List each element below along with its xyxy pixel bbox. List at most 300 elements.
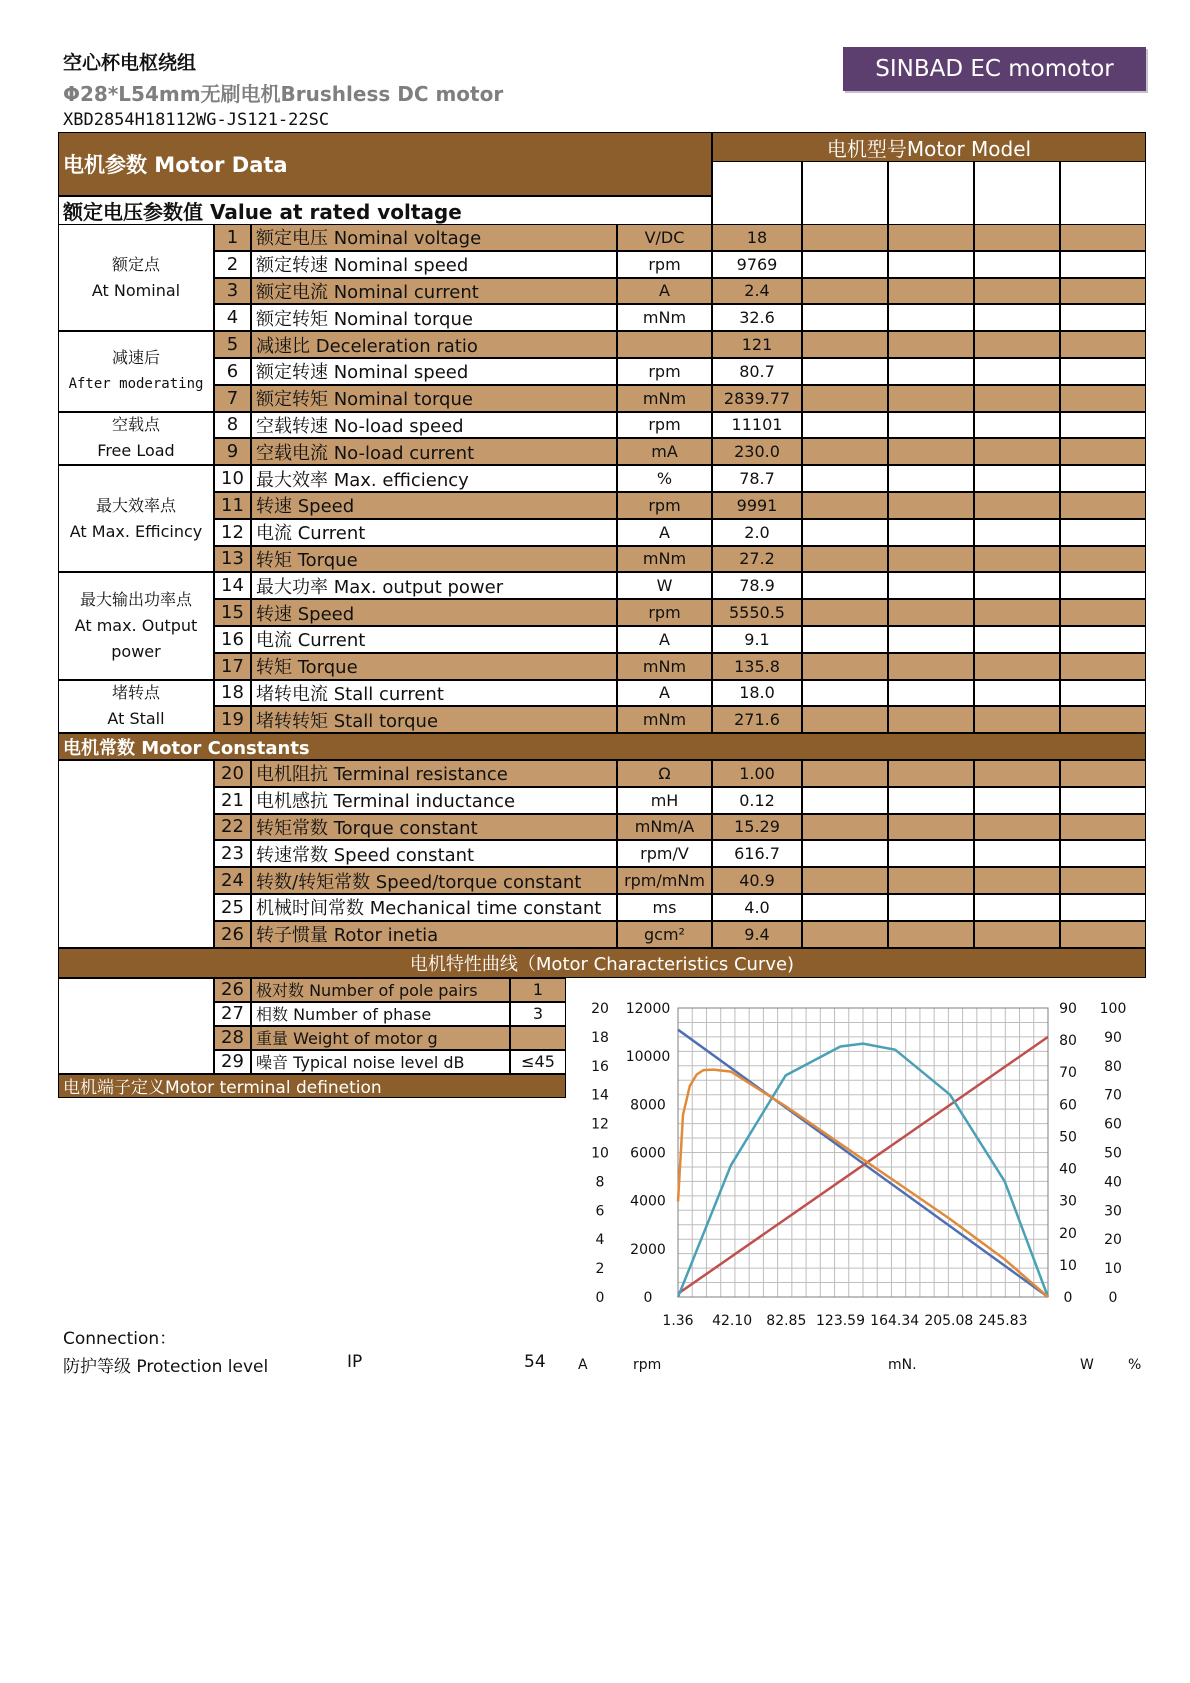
y-tick-label: 20 bbox=[1059, 1225, 1077, 1242]
row-unit: mA bbox=[617, 438, 712, 465]
model-cell bbox=[1060, 814, 1146, 841]
model-cell bbox=[974, 787, 1060, 814]
model-cell bbox=[974, 546, 1060, 573]
row-name: 电机阻抗 Terminal resistance bbox=[251, 760, 617, 787]
row-group-label bbox=[58, 572, 214, 679]
row-unit: rpm/mNm bbox=[617, 867, 712, 894]
y-tick-label: 30 bbox=[1059, 1193, 1077, 1210]
row-value: 121 bbox=[712, 331, 802, 358]
row-number: 13 bbox=[214, 546, 251, 573]
group-line2: Free Load bbox=[97, 441, 175, 461]
model-cell bbox=[974, 278, 1060, 305]
misc-value: 3 bbox=[510, 1002, 566, 1026]
row-value: 0.12 bbox=[712, 787, 802, 814]
group-line1: 减速后 bbox=[111, 348, 160, 368]
row-name: 机械时间常数 Mechanical time constant bbox=[251, 894, 617, 921]
y-tick-label: 8000 bbox=[630, 1097, 666, 1114]
misc-name: 相数 Number of phase bbox=[251, 1002, 510, 1026]
row-name: 空载转速 No-load speed bbox=[251, 412, 617, 439]
y-tick-label: 10000 bbox=[625, 1049, 671, 1066]
model-cell bbox=[802, 465, 888, 492]
row-name: 转矩 Torque bbox=[251, 546, 617, 573]
y-tick-label: 50 bbox=[1059, 1129, 1077, 1146]
y-tick-label: 6000 bbox=[630, 1145, 666, 1162]
y-tick-label: 16 bbox=[591, 1058, 609, 1075]
row-value: 271.6 bbox=[712, 706, 802, 733]
row-unit: Ω bbox=[617, 760, 712, 787]
misc-value: ≤45 bbox=[510, 1050, 566, 1074]
model-cell bbox=[802, 921, 888, 948]
row-name: 转矩常数 Torque constant bbox=[251, 814, 617, 841]
model-cell bbox=[888, 840, 974, 867]
row-value: 9.1 bbox=[712, 626, 802, 653]
row-number: 23 bbox=[214, 840, 251, 867]
row-unit: rpm bbox=[617, 251, 712, 278]
model-cell bbox=[802, 599, 888, 626]
row-name: 转子惯量 Rotor inetia bbox=[251, 921, 617, 948]
doc-title: 空心杯电枢绕组 bbox=[63, 52, 197, 74]
y-tick-label: 4 bbox=[595, 1232, 605, 1249]
connection-label: Connection： bbox=[63, 1329, 177, 1349]
y-tick-label: 70 bbox=[1059, 1065, 1077, 1082]
row-value: 80.7 bbox=[712, 358, 802, 385]
model-cell bbox=[888, 465, 974, 492]
y-tick-label: 80 bbox=[1059, 1033, 1077, 1050]
row-unit: A bbox=[617, 626, 712, 653]
model-cell bbox=[802, 304, 888, 331]
row-name: 转速常数 Speed constant bbox=[251, 840, 617, 867]
model-cell bbox=[802, 894, 888, 921]
row-number: 15 bbox=[214, 599, 251, 626]
row-value: 11101 bbox=[712, 412, 802, 439]
model-cell bbox=[1060, 278, 1146, 305]
model-cell bbox=[1060, 706, 1146, 733]
y-tick-label: 4000 bbox=[630, 1193, 666, 1210]
y-tick-label: 80 bbox=[1104, 1058, 1122, 1075]
model-cell bbox=[888, 894, 974, 921]
model-cell bbox=[888, 680, 974, 707]
model-cell bbox=[802, 331, 888, 358]
model-column-cell bbox=[712, 161, 802, 225]
model-cell bbox=[1060, 304, 1146, 331]
model-cell bbox=[974, 519, 1060, 546]
row-name: 转速 Speed bbox=[251, 599, 617, 626]
model-cell bbox=[802, 814, 888, 841]
x-tick-label: 205.08 bbox=[924, 1313, 974, 1329]
misc-group bbox=[58, 978, 214, 1074]
ip-label: IP bbox=[347, 1352, 363, 1372]
model-cell bbox=[974, 358, 1060, 385]
row-name: 额定转速 Nominal speed bbox=[251, 251, 617, 278]
row-name: 电流 Current bbox=[251, 519, 617, 546]
row-unit: V/DC bbox=[617, 224, 712, 251]
x-tick-label: 1.36 bbox=[662, 1313, 694, 1329]
row-unit bbox=[617, 331, 712, 358]
row-name: 额定转矩 Nominal torque bbox=[251, 385, 617, 412]
model-cell bbox=[974, 599, 1060, 626]
y-tick-label: 90 bbox=[1104, 1029, 1122, 1046]
curve-header: 电机特性曲线（Motor Characteristics Curve) bbox=[58, 948, 1146, 978]
row-value: 78.9 bbox=[712, 572, 802, 599]
model-cell bbox=[888, 787, 974, 814]
row-unit: rpm bbox=[617, 492, 712, 519]
model-cell bbox=[974, 867, 1060, 894]
row-group-label bbox=[58, 224, 214, 331]
model-cell bbox=[802, 706, 888, 733]
model-cell bbox=[888, 546, 974, 573]
model-cell bbox=[1060, 921, 1146, 948]
group-line2: At max. Output bbox=[74, 615, 198, 635]
row-number: 3 bbox=[214, 278, 251, 305]
row-name: 堵转转矩 Stall torque bbox=[251, 706, 617, 733]
row-name: 最大功率 Max. output power bbox=[251, 572, 617, 599]
model-cell bbox=[974, 251, 1060, 278]
model-cell bbox=[1060, 787, 1146, 814]
row-unit: rpm bbox=[617, 412, 712, 439]
row-unit: mNm bbox=[617, 385, 712, 412]
row-number: 18 bbox=[214, 680, 251, 707]
y-tick-label: 12 bbox=[591, 1116, 609, 1133]
y-tick-label: 60 bbox=[1104, 1116, 1122, 1133]
y-tick-label: 100 bbox=[1099, 1001, 1127, 1017]
y-tick-label: 40 bbox=[1104, 1174, 1122, 1191]
model-cell bbox=[1060, 331, 1146, 358]
model-cell bbox=[888, 626, 974, 653]
model-cell bbox=[1060, 867, 1146, 894]
model-cell bbox=[1060, 680, 1146, 707]
model-cell bbox=[888, 599, 974, 626]
model-cell bbox=[1060, 546, 1146, 573]
row-unit: mNm bbox=[617, 653, 712, 680]
x-tick-label: 245.83 bbox=[978, 1313, 1028, 1329]
row-value: 15.29 bbox=[712, 814, 802, 841]
row-group-label bbox=[58, 680, 214, 734]
row-value: 9769 bbox=[712, 251, 802, 278]
row-value: 18 bbox=[712, 224, 802, 251]
model-cell bbox=[802, 438, 888, 465]
group-line1: 堵转点 bbox=[111, 683, 160, 703]
y-tick-label: 50 bbox=[1104, 1145, 1122, 1162]
row-value: 4.0 bbox=[712, 894, 802, 921]
row-group-label bbox=[58, 465, 214, 572]
misc-name: 噪音 Typical noise level dB bbox=[251, 1050, 510, 1074]
group-line2: At Max. Efficincy bbox=[69, 521, 203, 541]
model-cell bbox=[974, 412, 1060, 439]
row-number: 21 bbox=[214, 787, 251, 814]
model-cell bbox=[888, 760, 974, 787]
model-cell bbox=[974, 706, 1060, 733]
row-number: 26 bbox=[214, 921, 251, 948]
model-column-cell bbox=[802, 161, 888, 225]
row-name: 额定转速 Nominal speed bbox=[251, 358, 617, 385]
model-cell bbox=[802, 519, 888, 546]
model-cell bbox=[888, 358, 974, 385]
row-value: 40.9 bbox=[712, 867, 802, 894]
row-name: 额定转矩 Nominal torque bbox=[251, 304, 617, 331]
group-line2: At Stall bbox=[107, 709, 165, 729]
row-unit: rpm/V bbox=[617, 840, 712, 867]
row-name: 额定电压 Nominal voltage bbox=[251, 224, 617, 251]
axis-unit-label: mN. bbox=[888, 1357, 917, 1373]
model-cell bbox=[1060, 224, 1146, 251]
row-unit: mH bbox=[617, 787, 712, 814]
row-unit: mNm bbox=[617, 706, 712, 733]
axis-unit-label: % bbox=[1128, 1357, 1142, 1373]
row-name: 转数/转矩常数 Speed/torque constant bbox=[251, 867, 617, 894]
model-cell bbox=[888, 438, 974, 465]
row-unit: mNm bbox=[617, 304, 712, 331]
model-cell bbox=[1060, 626, 1146, 653]
y-tick-label: 70 bbox=[1104, 1087, 1122, 1104]
model-column-cell bbox=[1060, 161, 1146, 225]
axis-unit-label: A bbox=[578, 1357, 588, 1373]
row-unit: gcm² bbox=[617, 921, 712, 948]
row-number: 1 bbox=[214, 224, 251, 251]
model-cell bbox=[802, 572, 888, 599]
y-tick-label: 0 bbox=[1063, 1290, 1073, 1306]
row-name: 最大效率 Max. efficiency bbox=[251, 465, 617, 492]
row-value: 2.4 bbox=[712, 278, 802, 305]
axis-unit-label: rpm bbox=[633, 1357, 662, 1373]
row-number: 19 bbox=[214, 706, 251, 733]
row-number: 2 bbox=[214, 251, 251, 278]
model-cell bbox=[974, 304, 1060, 331]
model-cell bbox=[1060, 894, 1146, 921]
row-name: 转速 Speed bbox=[251, 492, 617, 519]
row-unit: mNm bbox=[617, 546, 712, 573]
group-line1: 最大输出功率点 bbox=[79, 589, 192, 609]
model-cell bbox=[1060, 412, 1146, 439]
row-unit: mNm/A bbox=[617, 814, 712, 841]
model-cell bbox=[888, 331, 974, 358]
misc-value: 1 bbox=[510, 978, 566, 1002]
model-cell bbox=[802, 680, 888, 707]
model-cell bbox=[1060, 251, 1146, 278]
model-cell bbox=[888, 278, 974, 305]
group-line1: 最大效率点 bbox=[95, 495, 176, 515]
group-line2: After moderating bbox=[68, 376, 204, 393]
row-number: 7 bbox=[214, 385, 251, 412]
model-cell bbox=[1060, 599, 1146, 626]
row-name: 堵转电流 Stall current bbox=[251, 680, 617, 707]
model-cell bbox=[974, 331, 1060, 358]
model-code: XBD2854H18112WG-JS121-22SC bbox=[63, 110, 330, 130]
model-cell bbox=[802, 385, 888, 412]
y-tick-label: 2 bbox=[595, 1261, 605, 1278]
model-cell bbox=[1060, 572, 1146, 599]
model-cell bbox=[802, 492, 888, 519]
y-tick-label: 20 bbox=[591, 1001, 609, 1017]
y-tick-label: 0 bbox=[1108, 1290, 1118, 1306]
row-number: 14 bbox=[214, 572, 251, 599]
x-tick-label: 164.34 bbox=[870, 1313, 920, 1329]
model-cell bbox=[974, 224, 1060, 251]
row-unit: A bbox=[617, 680, 712, 707]
y-tick-label: 0 bbox=[643, 1290, 653, 1306]
row-unit: W bbox=[617, 572, 712, 599]
x-tick-label: 42.10 bbox=[712, 1313, 753, 1329]
model-cell bbox=[1060, 653, 1146, 680]
row-unit: A bbox=[617, 278, 712, 305]
row-name: 转矩 Torque bbox=[251, 653, 617, 680]
x-tick-label: 82.85 bbox=[766, 1313, 807, 1329]
model-cell bbox=[974, 680, 1060, 707]
y-tick-label: 10 bbox=[591, 1145, 609, 1162]
y-tick-label: 12000 bbox=[625, 1001, 671, 1017]
row-value: 1.00 bbox=[712, 760, 802, 787]
doc-subtitle: Φ28*L54mm无刷电机Brushless DC motor bbox=[63, 82, 504, 106]
row-number: 5 bbox=[214, 331, 251, 358]
model-cell bbox=[888, 706, 974, 733]
model-cell bbox=[974, 626, 1060, 653]
model-cell bbox=[974, 572, 1060, 599]
model-cell bbox=[802, 840, 888, 867]
row-number: 10 bbox=[214, 465, 251, 492]
row-value: 78.7 bbox=[712, 465, 802, 492]
model-cell bbox=[974, 438, 1060, 465]
row-number: 20 bbox=[214, 760, 251, 787]
row-number: 4 bbox=[214, 304, 251, 331]
y-tick-label: 20 bbox=[1104, 1232, 1122, 1249]
row-number: 9 bbox=[214, 438, 251, 465]
y-tick-label: 8 bbox=[595, 1174, 605, 1191]
model-cell bbox=[802, 760, 888, 787]
model-cell bbox=[802, 358, 888, 385]
model-cell bbox=[974, 814, 1060, 841]
misc-number: 29 bbox=[214, 1050, 251, 1074]
group-line3: power bbox=[111, 641, 161, 661]
model-column-cell bbox=[888, 161, 974, 225]
model-cell bbox=[1060, 438, 1146, 465]
model-cell bbox=[802, 412, 888, 439]
model-cell bbox=[888, 572, 974, 599]
misc-value bbox=[510, 1026, 566, 1050]
row-unit: ms bbox=[617, 894, 712, 921]
model-cell bbox=[974, 492, 1060, 519]
row-unit: A bbox=[617, 519, 712, 546]
row-value: 2.0 bbox=[712, 519, 802, 546]
model-cell bbox=[802, 867, 888, 894]
model-cell bbox=[888, 492, 974, 519]
x-tick-label: 123.59 bbox=[816, 1313, 865, 1329]
group-line1: 额定点 bbox=[111, 254, 160, 274]
terminal-header: 电机端子定义Motor terminal definetion bbox=[58, 1074, 566, 1098]
model-cell bbox=[888, 224, 974, 251]
row-value: 9991 bbox=[712, 492, 802, 519]
characteristics-chart bbox=[578, 985, 1142, 1373]
row-name: 额定电流 Nominal current bbox=[251, 278, 617, 305]
model-cell bbox=[802, 224, 888, 251]
model-cell bbox=[1060, 358, 1146, 385]
group-line1: 空载点 bbox=[111, 415, 160, 435]
y-tick-label: 10 bbox=[1059, 1257, 1077, 1274]
row-value: 2839.77 bbox=[712, 385, 802, 412]
row-name: 空载电流 No-load current bbox=[251, 438, 617, 465]
ip-value: 54 bbox=[524, 1352, 546, 1372]
model-cell bbox=[1060, 760, 1146, 787]
protection-label: 防护等级 Protection level bbox=[63, 1357, 269, 1377]
y-tick-label: 18 bbox=[591, 1029, 609, 1046]
model-cell bbox=[888, 814, 974, 841]
row-unit: rpm bbox=[617, 358, 712, 385]
model-cell bbox=[1060, 385, 1146, 412]
motor-model-header: 电机型号Motor Model bbox=[712, 132, 1146, 162]
model-cell bbox=[1060, 519, 1146, 546]
y-tick-label: 14 bbox=[591, 1087, 609, 1104]
row-number: 17 bbox=[214, 653, 251, 680]
rated-voltage-header: 额定电压参数值 Value at rated voltage bbox=[58, 196, 712, 225]
model-cell bbox=[974, 653, 1060, 680]
model-cell bbox=[888, 251, 974, 278]
row-name: 电机感抗 Terminal inductance bbox=[251, 787, 617, 814]
model-cell bbox=[888, 412, 974, 439]
group-line2: At Nominal bbox=[91, 280, 181, 300]
constants-group bbox=[58, 760, 214, 948]
model-column-cell bbox=[974, 161, 1060, 225]
model-cell bbox=[1060, 840, 1146, 867]
row-number: 6 bbox=[214, 358, 251, 385]
row-number: 11 bbox=[214, 492, 251, 519]
row-value: 616.7 bbox=[712, 840, 802, 867]
row-number: 16 bbox=[214, 626, 251, 653]
y-tick-label: 0 bbox=[595, 1290, 605, 1306]
model-cell bbox=[888, 519, 974, 546]
model-cell bbox=[974, 921, 1060, 948]
misc-number: 27 bbox=[214, 1002, 251, 1026]
row-unit: rpm bbox=[617, 599, 712, 626]
row-value: 18.0 bbox=[712, 680, 802, 707]
row-number: 25 bbox=[214, 894, 251, 921]
model-cell bbox=[888, 304, 974, 331]
model-cell bbox=[974, 385, 1060, 412]
row-number: 24 bbox=[214, 867, 251, 894]
row-value: 5550.5 bbox=[712, 599, 802, 626]
model-cell bbox=[888, 921, 974, 948]
model-cell bbox=[974, 465, 1060, 492]
y-tick-label: 60 bbox=[1059, 1097, 1077, 1114]
y-tick-label: 2000 bbox=[630, 1241, 666, 1258]
model-cell bbox=[802, 251, 888, 278]
model-cell bbox=[1060, 465, 1146, 492]
row-number: 22 bbox=[214, 814, 251, 841]
model-cell bbox=[974, 840, 1060, 867]
y-tick-label: 90 bbox=[1059, 1001, 1077, 1017]
misc-number: 26 bbox=[214, 978, 251, 1002]
model-cell bbox=[888, 385, 974, 412]
row-value: 135.8 bbox=[712, 653, 802, 680]
row-name: 减速比 Deceleration ratio bbox=[251, 331, 617, 358]
axis-unit-label: W bbox=[1080, 1357, 1094, 1373]
model-cell bbox=[888, 867, 974, 894]
y-tick-label: 40 bbox=[1059, 1161, 1077, 1178]
model-cell bbox=[974, 760, 1060, 787]
row-unit: % bbox=[617, 465, 712, 492]
model-cell bbox=[1060, 492, 1146, 519]
model-cell bbox=[888, 653, 974, 680]
misc-name: 极对数 Number of pole pairs bbox=[251, 978, 510, 1002]
model-cell bbox=[802, 626, 888, 653]
row-name: 电流 Current bbox=[251, 626, 617, 653]
model-cell bbox=[802, 787, 888, 814]
row-number: 8 bbox=[214, 412, 251, 439]
row-value: 9.4 bbox=[712, 921, 802, 948]
row-value: 27.2 bbox=[712, 546, 802, 573]
row-value: 230.0 bbox=[712, 438, 802, 465]
motor-data-header: 电机参数 Motor Data bbox=[58, 132, 712, 196]
row-number: 12 bbox=[214, 519, 251, 546]
y-tick-label: 6 bbox=[595, 1203, 605, 1220]
misc-number: 28 bbox=[214, 1026, 251, 1050]
